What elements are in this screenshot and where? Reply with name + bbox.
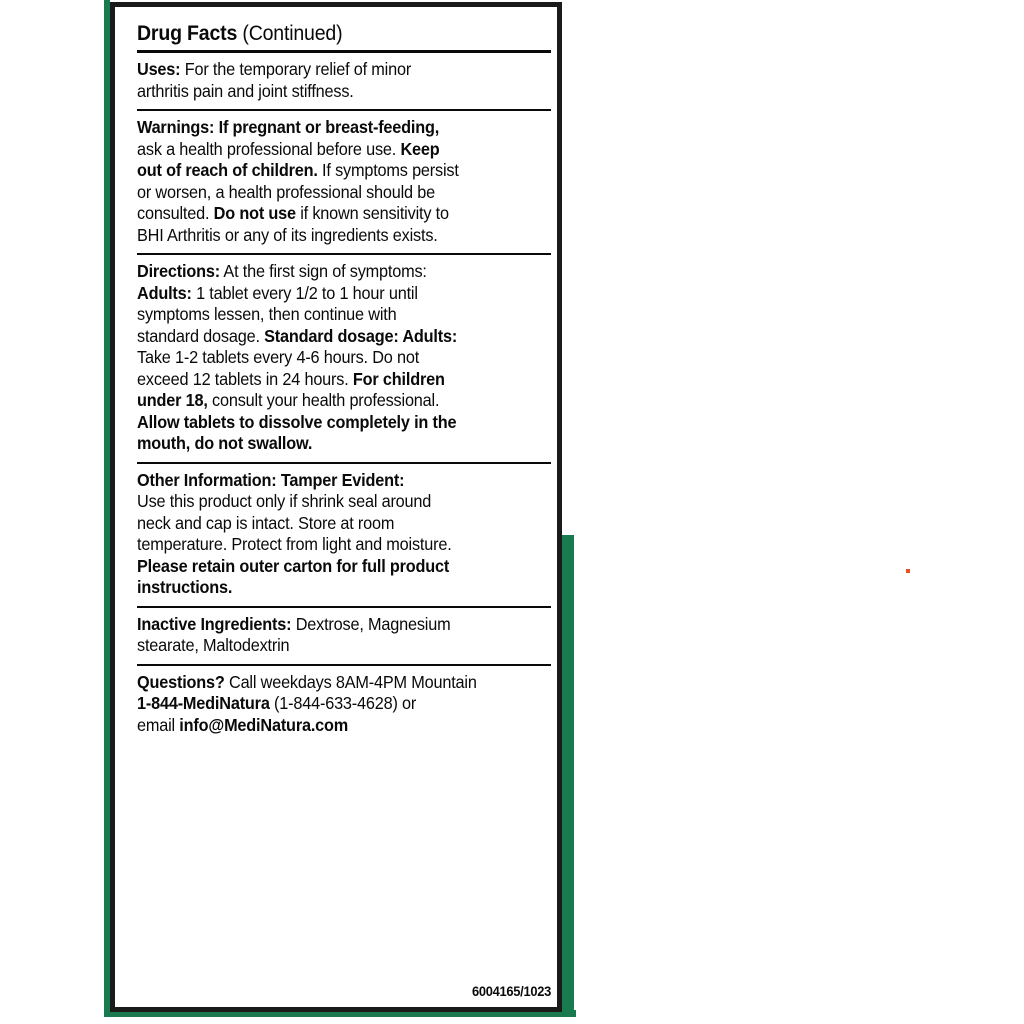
text-run: 1 tablet every 1/2 to 1 hour until bbox=[191, 282, 418, 303]
section-warnings-line bbox=[137, 139, 549, 161]
text-run-bold: instructions. bbox=[137, 577, 233, 597]
text-run-bold: Adults: bbox=[137, 282, 192, 303]
section-directions-line bbox=[137, 261, 549, 283]
drug-facts-panel bbox=[110, 2, 562, 1012]
section-warnings-line bbox=[137, 117, 549, 139]
section-questions-line bbox=[137, 715, 549, 737]
text-run: if known sensitivity to bbox=[295, 203, 449, 223]
section-warnings-line bbox=[137, 225, 549, 247]
section-inactive-ingredients bbox=[137, 608, 549, 664]
section-directions-line bbox=[137, 304, 549, 326]
text-run-bold: Other Information: Tamper Evident: bbox=[137, 469, 405, 490]
section-warnings-line bbox=[137, 203, 549, 225]
text-run: Take 1-2 tablets every 4-6 hours. Do not bbox=[137, 347, 420, 367]
text-run-bold: Questions? bbox=[137, 671, 225, 692]
text-run: arthritis pain and joint stiffness. bbox=[137, 80, 354, 101]
section-questions-line bbox=[137, 693, 549, 715]
text-run: BHI Arthritis or any of its ingredients exists. bbox=[137, 224, 438, 245]
section-directions-line bbox=[137, 390, 549, 412]
text-run: (1-844-633-4628) or bbox=[269, 693, 417, 713]
text-run: For the temporary relief of minor bbox=[180, 59, 412, 79]
section-warnings-line bbox=[137, 160, 549, 182]
text-run-bold: Please retain outer carton for full product bbox=[137, 555, 450, 576]
section-other-information-line bbox=[137, 556, 549, 578]
text-run-bold: info@MediNatura.com bbox=[179, 714, 349, 735]
text-run: email bbox=[137, 714, 180, 735]
text-run-bold: Allow tablets to dissolve completely in the bbox=[137, 411, 457, 432]
page-title bbox=[137, 21, 549, 50]
text-run: temperature. Protect from light and moisture. bbox=[137, 534, 452, 554]
text-run: neck and cap is intact. Store at room bbox=[137, 512, 395, 533]
section-other-information-line bbox=[137, 513, 549, 535]
section-uses bbox=[137, 53, 549, 109]
stray-speck-artifact bbox=[906, 569, 910, 573]
section-warnings-line bbox=[137, 182, 549, 204]
drug-facts-content bbox=[137, 21, 549, 999]
text-run: Call weekdays 8AM-4PM Mountain bbox=[224, 671, 477, 692]
section-directions-line bbox=[137, 412, 549, 434]
section-inactive-ingredients-line bbox=[137, 614, 549, 636]
text-run-bold: Keep bbox=[400, 138, 440, 159]
section-directions-line bbox=[137, 433, 549, 455]
section-uses-line bbox=[137, 59, 549, 81]
text-run-bold: Standard dosage: Adults: bbox=[264, 325, 458, 346]
section-uses-line bbox=[137, 81, 549, 103]
section-other-information-line bbox=[137, 577, 549, 599]
section-directions-line bbox=[137, 369, 549, 391]
section-other-information-line bbox=[137, 491, 549, 513]
section-directions-line bbox=[137, 326, 549, 348]
text-run: consult your health professional. bbox=[207, 390, 440, 410]
section-directions-line bbox=[137, 283, 549, 305]
text-run: exceed 12 tablets in 24 hours. bbox=[137, 368, 353, 389]
section-questions bbox=[137, 666, 549, 744]
text-run: Use this product only if shrink seal around bbox=[137, 491, 432, 511]
section-warnings bbox=[137, 111, 549, 253]
text-run: standard dosage. bbox=[137, 325, 265, 346]
text-run: At the first sign of symptoms: bbox=[219, 261, 427, 281]
carton-edge-stripe-right bbox=[562, 535, 574, 1017]
text-run: or worsen, a health professional should be bbox=[137, 181, 435, 202]
text-run: symptoms lessen, then continue with bbox=[137, 304, 397, 324]
text-run: If symptoms persist bbox=[317, 160, 459, 180]
text-run-bold: For children bbox=[352, 368, 445, 389]
section-directions bbox=[137, 255, 549, 462]
text-run: ask a health professional before use. bbox=[137, 138, 401, 159]
text-run-bold: Uses: bbox=[137, 59, 181, 79]
text-run-bold: Warnings: If pregnant or breast-feeding, bbox=[137, 117, 440, 137]
page-title-suffix: (Continued) bbox=[237, 22, 343, 45]
text-run-bold: 1-844-MediNatura bbox=[137, 693, 270, 713]
text-run-bold: under 18, bbox=[137, 390, 208, 410]
section-other-information-line bbox=[137, 534, 549, 556]
text-run: Dextrose, Magnesium bbox=[291, 613, 451, 634]
text-run-bold: Inactive Ingredients: bbox=[137, 613, 292, 634]
text-run-bold: Do not use bbox=[213, 203, 296, 223]
section-questions-line bbox=[137, 672, 549, 694]
page-title-main: Drug Facts bbox=[137, 22, 238, 45]
section-other-information bbox=[137, 464, 549, 606]
text-run: stearate, Maltodextrin bbox=[137, 635, 290, 655]
section-other-information-line bbox=[137, 470, 549, 492]
text-run-bold: out of reach of children. bbox=[137, 160, 318, 180]
drug-facts-sections bbox=[137, 50, 549, 743]
text-run: consulted. bbox=[137, 203, 214, 223]
text-run-bold: Directions: bbox=[137, 261, 220, 281]
section-inactive-ingredients-line bbox=[137, 635, 549, 657]
lot-code: 6004165/1023 bbox=[471, 983, 551, 999]
text-run-bold: mouth, do not swallow. bbox=[137, 433, 313, 453]
section-directions-line bbox=[137, 347, 549, 369]
